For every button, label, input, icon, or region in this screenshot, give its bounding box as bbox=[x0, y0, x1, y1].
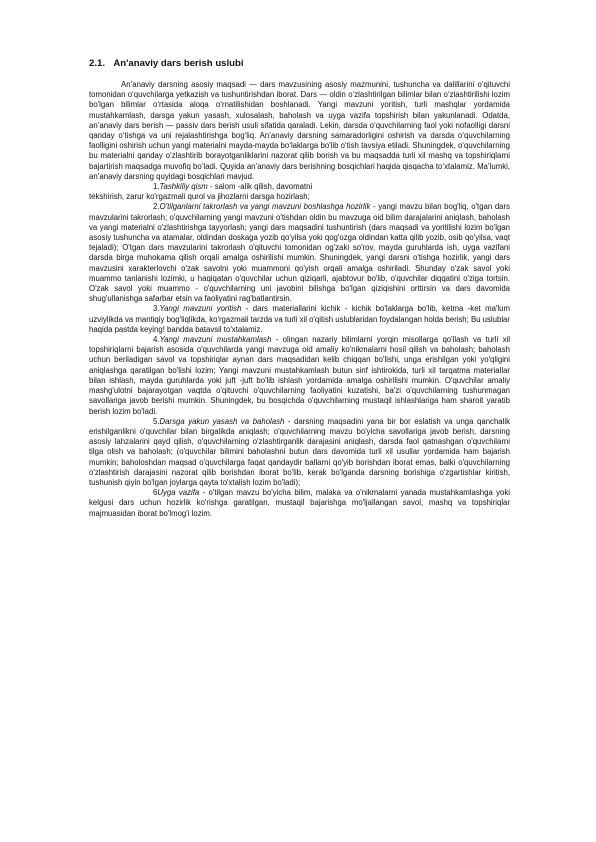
item-1-text: - salom -alik qilish, davomatni bbox=[207, 182, 313, 192]
item-2-text: - yangi mavzu bilan bog'liq, o'tgan dars mavzularini takrorlash; o'quvchilarning yangi mavzuni o'tishdan oldin bu mavzuga oid bilim darajalarini aniqlash, baholash va yangi materialni o'zlashtirishga tayyorlash; yangi dars maqsadini tushuntirish (dars maqsadi va yoritilishi lozim bo'lgan asosiy tushuncha va atamalar, oldindan doskaga yozib qo'yilsa yoki qog'ozga oldindan katta qilib yozib, osib qo'yilsa, vaqt tejaladi); O'tgan dars mavzularini takrorlash o'qituvchi tomonidan og'zaki so'rov, mayda guruhlarda ish, uyga vazifani darsda birga muhokama qilish orqali amalga oshirilishi mumkin. Shuningdek, yangi darsni o'tishga hozirlik, yangi dars mavzusini xarakterlovchi o'zak savolni yoki muammoni qo'yish orqali amalga oshiriladi. Shunday o'zak savol yoki muammo tanlanishi lozimki, u haqiqatan o'quvchilar uchun qiziqarli, ajabtovur bo'lib, o'quvchilar diqqatini o'ziga tortsin. O'zak savol yoki muammo - o'quvchilarning uni javobini bilishga bo'lgan qiziqishini orttirsin va dars davomida shug'ullanishga safarbar etsin va faoliyatini rag'batlantirsin. bbox=[89, 202, 510, 304]
item-6-number: 6 bbox=[153, 488, 158, 498]
item-5-text: - darsning maqsadini yana bir bor eslatish va unga qanchalik erishilganlikni o'quvchilar bilan birgalikda aniqlash; o'quvchilarning mavzu bo'yicha savollariga javob berish, darsning asosiy lahzalarini qayd qilish, o'quvchilarning o'zlashtirganlik darajasini aniqlash, darsda faol qatnashgan o'quvchilarni tilga olish va baholash; (o'quvchilar bilimini baholashni butun dars davomida turli xil usullar yordamida ham bajarish mumkin; baholoshdan maqsad o'quvchilarga faqat qandaydir ballarni qo'yib borishdan iborat emas, balki o'quvchilarning o'zlashtirish darajasini nazorat qilib borishdan iborat bo'lib, kerak bo'lganda darsning borishiga o'zgartishlar kiritish, tushunish qiyin bo'lgan joylarga qayta to'xtalish lozim bo'ladi); bbox=[89, 416, 510, 487]
list-item-5 bbox=[89, 417, 510, 488]
list-item-6 bbox=[89, 488, 510, 519]
item-4-title: Yangi mavzuni mustahkamlash bbox=[159, 335, 272, 345]
section-number: 2.1. bbox=[89, 58, 106, 69]
item-3-title: Yangi mavzuni yoritish bbox=[159, 304, 242, 314]
item-2-title: O'tilganlarni takrorlash va yangi mavzuni boshlashga hozirlik bbox=[159, 202, 371, 212]
item-6-title: Uyga vazifa bbox=[157, 488, 200, 498]
item-3-text: - dars materiallarini kichik - kichik bo'laklarga bo'lib, ketma -ket ma'lum uzviylikda va mantiqiy bog'liqlikda, ko'rgazmali tarzda va turli xil o'qitish uslublaridan foydalangan holda berish; Bu uslublar haqida pastda keying! bandda batavsil to'xtalamiz. bbox=[89, 304, 510, 334]
item-6-text: - o'tilgan mavzu bo'yicha bilim, malaka va o'nikmalarni yanada mustahkamlashga yoki kelgusi dars uchun hozirlik ko'rishga garatilgan, mustaqil bajarishga mo'ljallangan savol, mashq va topshiriqlar majmuasidan iborat bo'lmog'i lozim. bbox=[89, 488, 510, 518]
section-title: An'anaviy dars berish uslubi bbox=[113, 58, 244, 69]
item-4-number: 4. bbox=[153, 335, 160, 345]
intro-paragraph: An’anaviy darsning asosiy maqsadi — dars mavzusining asosiy mazmunini, tushuncha va dalillarini o‘qituvchi tomonidan o‘quvchilarga yetkazish va tushuntirishdan iborat. Dars — oldin o‘zlashtirilgan bilimlar bilan o‘zlashtirilishi lozim bo'lgan bilimlar o‘rtasida aloqa o‘rnatilishidan boshlanadi. Yangi mavzuni yoritish, turli mashqlar yordamida mustahkamlash, darsga yakun yasash, xulosalash, baholash va uyga vazifa topshirish bilan yakunlanadi. Odatda, an’anaviy dars berish — passiv dars berish usuli sifatida qaraladi. Lekin, darsda o‘quvchilarning faol yoki nofaolligi darsni qanday o‘tishga va uni rejalashtirishga bog‘liq. An’anaviy darsning samaradorligini oshirish va darsda o‘quvchilarning faolligini oshirish uchun yangi materialni mayda-mayda bo‘laklarga bo'lib o‘tish tavsiya etiladi. Shuningdek, o‘quvchilarning bu materialni qanday o‘zlashtirib borayotganliklarini nazorat qilib borish va bu maqsadda turli xil mashq va topshiriqlarni bajartirish maqsadga muvofiq bo‘ladi. Quyida an’anaviy dars berishning bosqichlari haqida qisqacha to‘xtalamiz. Ma’lumki, an’anaviy darsning quyidagi bosqichlari mavjud. bbox=[89, 80, 510, 181]
list-item-4 bbox=[89, 335, 510, 417]
list-item-2 bbox=[89, 202, 510, 304]
item-1-title: Tashkiliy qism bbox=[159, 182, 208, 192]
item-2-number: 2. bbox=[153, 202, 160, 212]
item-5-title: Darsga yakun yasash va baholash bbox=[159, 416, 285, 426]
document-page bbox=[89, 58, 510, 519]
list-item-1 bbox=[89, 182, 510, 192]
list-item-3 bbox=[89, 304, 510, 335]
item-1-number: 1. bbox=[153, 182, 160, 192]
item-4-text: - olingan nazariy bilimlarni yorqin misollarga qo'llash va turli xil topshiriqlarni bajarish asosida o'quvchilarda yangi mavzuga oid amaliy ko'nikmalarni hosil qilish va baholash; baholash uchun beriladigan savol va topshiriqlar aynan dars maqsadidan kelib chiqqan bo'lishi, unga erishilgan yoki yo'qligini aniqlashga qaratilgan bo'lishi lozim; Yangi mavzuni mustahkamlash butun sinf ishtirokida, turli xil tarqatma materiallar bilan ishlash, mayda guruhlarda yoki juft -juft bo'lib ishlash yordamida amalga oshirilishi mumkin. O'quvchilar amaliy mashg'ulotni bajarayotgan vaqtda o'qituvchi o'quvchilarning faoliyatini kuzatishi, ba'zi o'quvchilarning tushunmagan savollariga javob berishi mumkin. Shuningdek, bu bosqichda o'quvchilarning mustaqil ishlashlariga ham sharoit yaratib berish lozim bo'ladi. bbox=[89, 335, 510, 416]
section-heading bbox=[89, 58, 510, 70]
item-3-number: 3. bbox=[153, 304, 160, 314]
list-item-1-continuation: tekshirish, zarur ko'rgazmali qurol va jihozlarni darsga hozirlash; bbox=[89, 192, 310, 202]
item-5-number: 5. bbox=[153, 416, 160, 426]
